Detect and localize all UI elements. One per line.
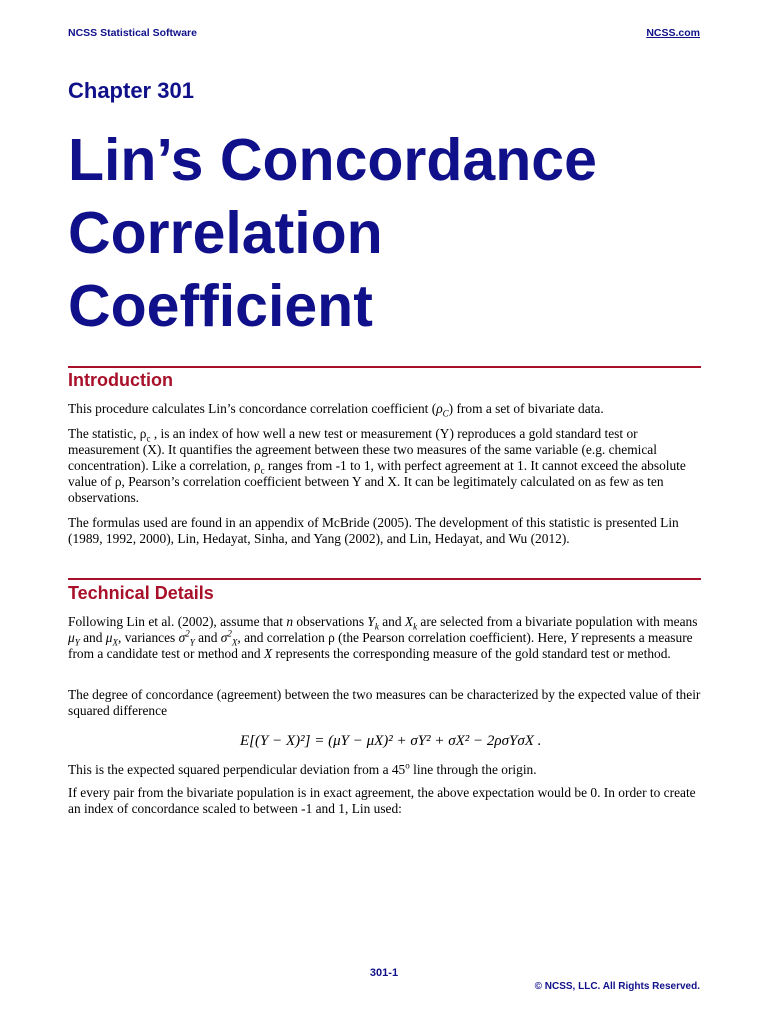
header-software-name: NCSS Statistical Software <box>68 27 197 39</box>
page-number: 301-1 <box>369 967 399 979</box>
expected-squared-difference-formula: E[(Y − X)²] = (μY − μX)² + σY² + σX² − 2ρσYσX . <box>240 733 542 749</box>
technical-paragraph-1: Following Lin et al. (2002), assume that n observations $Y_k$ and $X_k$ are selected from a bivariate population with means $\mu_Y$ and $\mu_X$, variances $\sigma^2_Y$ and $\sigma^2_X$, and correlation ρ (the Pearson correlation coefficient). Here, Y represents a measure from a candidate test or method and X represents the corresponding measure of the gold standard test or method. <box>68 614 698 661</box>
introduction-rule <box>68 366 701 368</box>
intro-paragraph-3: The formulas used are found in an appendix of McBride (2005). The development of this statistic is presented Lin (1989, 1992, 2000), Lin, Hedayat, Sinha, and Yang (2002), and Lin, Hedayat, and Wu (2012). <box>68 515 679 546</box>
technical-paragraph-4: If every pair from the bivariate population is in exact agreement, the above expectation would be 0. In order to create an index of concordance scaled to between -1 and 1, Lin used: <box>68 785 696 816</box>
chapter-number: Chapter 301 <box>68 78 194 103</box>
technical-paragraph-2: The degree of concordance (agreement) between the two measures can be characterized by the expected value of their squared difference <box>68 687 701 718</box>
header-site-link[interactable]: NCSS.com <box>646 27 700 39</box>
title-line-1: Lin’s Concordance <box>68 127 597 193</box>
introduction-heading: Introduction <box>68 370 173 390</box>
copyright-notice: © NCSS, LLC. All Rights Reserved. <box>534 981 700 992</box>
technical-heading: Technical Details <box>68 583 214 603</box>
technical-paragraph-3: This is the expected squared perpendicular deviation from a 45$^o$ line through the origin. <box>68 760 537 777</box>
page-title <box>68 124 708 343</box>
title-line-2: Correlation <box>68 200 383 266</box>
title-line-3: Coefficient <box>68 273 373 339</box>
intro-paragraph-1: This procedure calculates Lin’s concordance correlation coefficient $(\rho_C)$ from a set of bivariate data. <box>68 401 604 419</box>
technical-rule <box>68 578 701 580</box>
intro-paragraph-2: The statistic, $\rho_c$ , is an index of how well a new test or measurement (Y) reproduces a gold standard test or measurement (X). It quantifies the agreement between these two measures of the same variable (e.g. chemical concentration). Like a correlation, $\rho_c$ ranges from -1 to 1, with perfect agreement at 1. It cannot exceed the absolute value of ρ, Pearson’s correlation coefficient between Y and X. It can be legitimately calculated on as few as ten observations. <box>68 426 686 505</box>
